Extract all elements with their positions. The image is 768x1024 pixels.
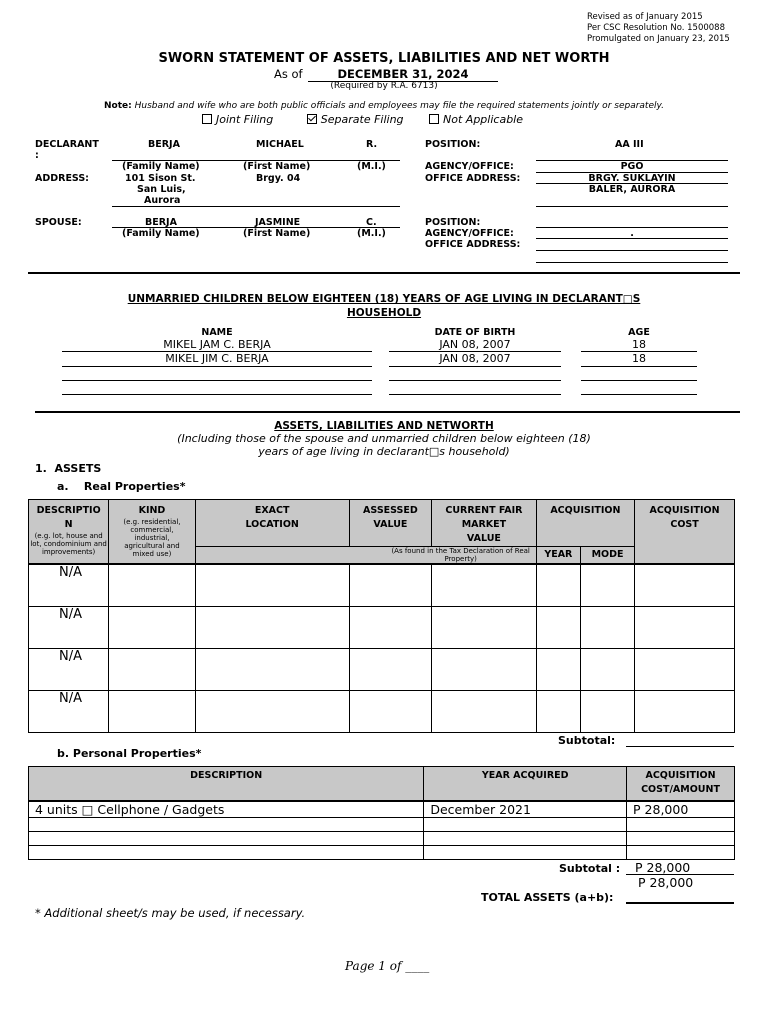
checkbox-icon[interactable] (429, 114, 439, 124)
fair-value-subheader (195, 547, 536, 565)
child-row-line (581, 380, 697, 381)
mi-caption: (M.I.) (357, 161, 386, 172)
child-dob: JAN 08, 2007 (439, 338, 511, 351)
acq-cost-header-text: COST (670, 519, 699, 530)
real-properties-label: a. Real Properties* (57, 480, 186, 493)
spouse-position-label: POSITION: (425, 217, 481, 228)
personal-subtotal-label: Subtotal : (559, 862, 621, 875)
spouse-office-address-label: OFFICE ADDRESS: (425, 239, 521, 250)
not-applicable-option[interactable] (429, 113, 523, 126)
kind-header-text: KIND (138, 505, 166, 516)
children-heading-line: HOUSEHOLD (346, 307, 422, 319)
child-age: 18 (632, 338, 646, 351)
fair-value-header-text: VALUE (466, 533, 501, 544)
location-header (195, 500, 349, 547)
footnote: * Additional sheet/s may be used, if necessary. (35, 906, 306, 920)
revision-info (587, 12, 730, 45)
checked-checkbox-icon[interactable] (307, 114, 317, 124)
office-address1: BRGY. SUKLAYIN (588, 173, 676, 184)
separate-filing-label: Separate Filing (320, 113, 404, 126)
declarant-family-name: BERJA (148, 139, 180, 150)
child-name: MIKEL JIM C. BERJA (165, 352, 269, 365)
child-row-line (389, 394, 561, 395)
filing-options (202, 113, 523, 126)
declarant-first-name: MICHAEL (256, 139, 304, 150)
real-property-desc: N/A (29, 564, 109, 606)
total-assets-label: TOTAL ASSETS (a+b): (481, 891, 614, 904)
kind-header-sub: (e.g. residential, commercial, industrial, agricultural and mixed use) (123, 518, 181, 558)
personal-property-year: December 2021 (424, 801, 627, 818)
assets-subheading-line: (Including those of the spouse and unmarried children below eighteen (18) (177, 432, 591, 445)
office-address-label: OFFICE ADDRESS: (425, 173, 521, 184)
kind-header (109, 500, 195, 565)
first-name-caption: (First Name) (243, 228, 311, 239)
declarant-agency: PGO (620, 161, 644, 172)
real-property-desc: N/A (29, 690, 109, 732)
assessed-header (349, 500, 432, 547)
address-line3: San Luis, (137, 184, 186, 195)
assets-subheading (0, 432, 768, 458)
note (0, 101, 768, 111)
children-heading (0, 292, 768, 320)
children-heading-line: UNMARRIED CHILDREN BELOW EIGHTEEN (18) YEARS OF AGE LIVING IN DECLARANT□S (127, 293, 641, 305)
separate-filing-option[interactable] (307, 113, 404, 126)
acq-cost-header (635, 500, 735, 565)
spouse-family-name: BERJA (145, 217, 177, 228)
personal-property-cost: P 28,000 (627, 801, 735, 818)
total-assets-line (626, 902, 734, 904)
desc-header (29, 500, 109, 565)
child-row-line (62, 366, 372, 367)
personal-properties-table (28, 766, 735, 860)
spouse-agency-label: AGENCY/OFFICE: (425, 228, 514, 239)
personal-desc-header: DESCRIPTION (29, 767, 424, 801)
declarant-position: AA III (615, 139, 644, 150)
personal-cost-header-text: COST/AMOUNT (641, 784, 720, 795)
real-subtotal-line (626, 746, 734, 747)
child-row-line (581, 366, 697, 367)
fair-value-header-text: CURRENT FAIR (445, 505, 523, 516)
page-number: Page 1 of ____ (345, 959, 430, 973)
address-line2: Brgy. 04 (256, 173, 301, 184)
address-label: ADDRESS: (35, 173, 89, 184)
real-property-desc: N/A (29, 606, 109, 648)
joint-filing-label: Joint Filing (216, 113, 274, 126)
child-name: MIKEL JAM C. BERJA (163, 338, 271, 351)
year-header: YEAR (536, 547, 580, 565)
mode-header: MODE (581, 547, 635, 565)
family-name-caption: (Family Name) (122, 161, 200, 172)
child-row-line (62, 380, 372, 381)
spouse-agency: . (630, 228, 634, 239)
section-divider (28, 272, 740, 274)
child-dob: JAN 08, 2007 (439, 352, 511, 365)
personal-subtotal-value-2: P 28,000 (638, 875, 694, 890)
revision-line: Revised as of January 2015 (587, 12, 703, 22)
real-property-desc: N/A (29, 648, 109, 690)
office-address2: BALER, AURORA (588, 184, 676, 195)
not-applicable-label: Not Applicable (443, 113, 523, 126)
children-name-header: NAME (201, 327, 233, 338)
personal-year-header: YEAR ACQUIRED (424, 767, 627, 801)
address-line (112, 206, 400, 207)
fair-value-sub: (As found in the Tax Declaration of Real Property) (391, 547, 530, 563)
real-properties-table (28, 499, 735, 733)
acq-cost-header-text: ACQUISITION (649, 505, 720, 516)
required-by: (Required by R.A. 6713) (330, 81, 438, 91)
office-address-line (536, 206, 728, 207)
position-label: POSITION: (425, 139, 481, 150)
assets-subheading-line: years of age living in declarant□s household) (258, 445, 510, 458)
declarant-mi: R. (366, 139, 378, 150)
declarant-label: DECLARANT (35, 139, 99, 150)
children-age-header: AGE (628, 327, 650, 338)
spouse-first-name: JASMINE (255, 217, 301, 228)
personal-properties-label: b. Personal Properties* (57, 747, 202, 760)
personal-cost-header (627, 767, 735, 801)
desc-header-text: N (64, 519, 73, 530)
child-row-line (581, 394, 697, 395)
child-row-line (62, 394, 372, 395)
acquisition-header: ACQUISITION (536, 500, 634, 547)
fair-value-header-text: MARKET (461, 519, 507, 530)
revision-line: Per CSC Resolution No. 1500088 (587, 23, 726, 33)
joint-filing-option[interactable] (202, 113, 273, 126)
fair-value-header (432, 500, 537, 547)
note-text: Husband and wife who are both public officials and employees may file the required statements jointly or separately. (134, 101, 664, 111)
checkbox-icon[interactable] (202, 114, 212, 124)
desc-header-text: DESCRIPTIO (36, 505, 101, 516)
agency-label: AGENCY/OFFICE: (425, 161, 514, 172)
personal-property-desc: 4 units □ Cellphone / Gadgets (29, 801, 424, 818)
declarant-colon: : (35, 150, 39, 161)
spouse-office-line (536, 262, 728, 263)
as-of-label: As of (274, 67, 303, 81)
document-title: SWORN STATEMENT OF ASSETS, LIABILITIES AND NET WORTH (158, 51, 610, 66)
spouse-mi: C. (366, 217, 377, 228)
location-header-text: EXACT (254, 505, 290, 516)
spouse-office-line (536, 250, 728, 251)
child-row-line (389, 380, 561, 381)
spouse-agency-line (536, 238, 728, 239)
personal-cost-header-text: ACQUISITION (645, 770, 716, 781)
children-dob-header: DATE OF BIRTH (434, 327, 516, 338)
assets-label: 1. ASSETS (35, 462, 102, 475)
revision-line: Promulgated on January 23, 2015 (587, 34, 730, 44)
real-subtotal-label: Subtotal: (558, 734, 616, 747)
assessed-header-text: ASSESSED (363, 505, 418, 516)
first-name-caption: (First Name) (243, 161, 311, 172)
spouse-label: SPOUSE: (35, 217, 82, 228)
location-header-text: LOCATION (245, 519, 299, 530)
note-label: Note: (104, 101, 132, 111)
child-age: 18 (632, 352, 646, 365)
assets-heading: ASSETS, LIABILITIES AND NETWORTH (274, 420, 494, 432)
desc-header-sub: (e.g. lot, house and lot, condominium and improvements) (30, 532, 107, 556)
address-line1: 101 Sison St. (125, 173, 196, 184)
address-line4: Aurora (144, 195, 181, 206)
as-of-date: DECEMBER 31, 2024 (308, 67, 498, 82)
assessed-header-text: VALUE (373, 519, 408, 530)
mi-caption: (M.I.) (357, 228, 386, 239)
child-row-line (389, 366, 561, 367)
family-name-caption: (Family Name) (122, 228, 200, 239)
section-divider (35, 411, 740, 413)
personal-subtotal-value: P 28,000 (635, 860, 691, 875)
